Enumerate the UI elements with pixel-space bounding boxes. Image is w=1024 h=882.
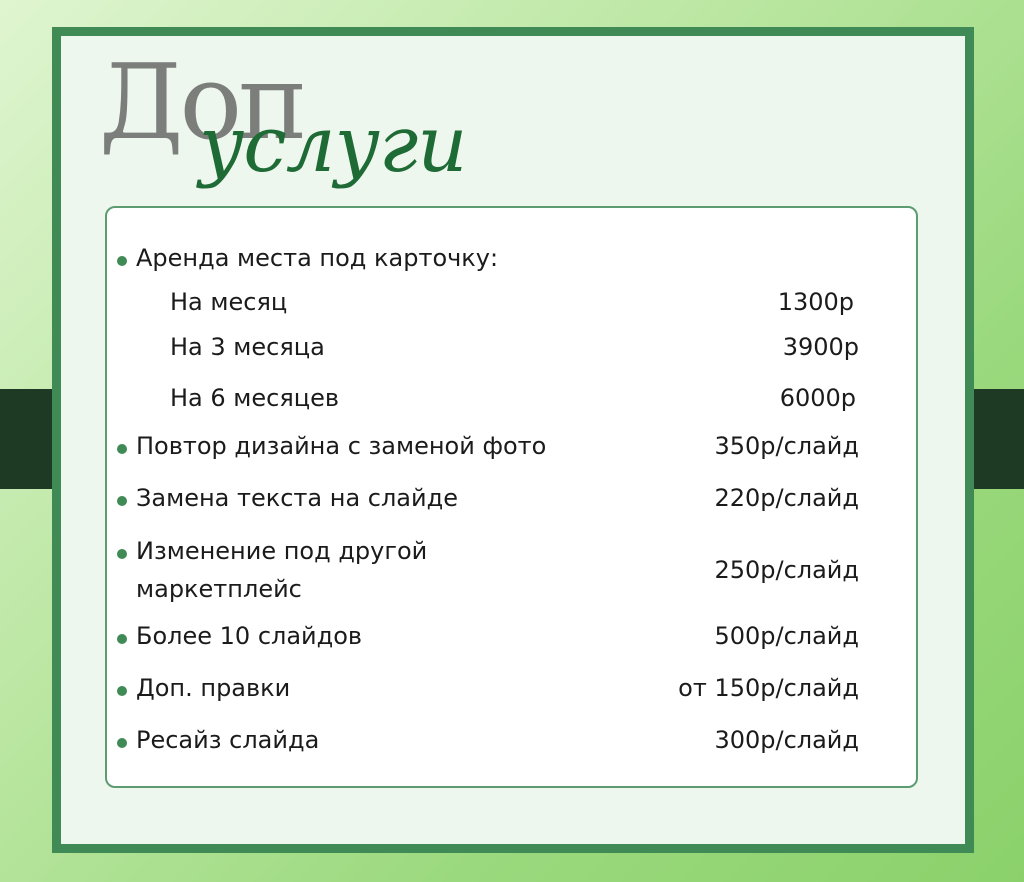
bullet-icon [117,496,127,506]
service-price: от 150р/слайд [678,674,859,702]
service-price: 500р/слайд [714,622,859,650]
bullet-icon [117,256,127,266]
bullet-icon [117,738,127,748]
list-item-service [107,532,916,612]
price-list-card [105,206,918,788]
service-price: 250р/слайд [714,556,859,584]
bullet-icon [117,634,127,644]
rent-option-label: На 3 месяца [170,333,325,361]
rent-option-price: 1300р [777,288,854,316]
bullet-icon [117,686,127,696]
rent-option-price: 6000р [779,384,856,412]
rent-label: Аренда места под карточку: [136,244,499,272]
service-label: Доп. правки [136,674,291,702]
service-price: 220р/слайд [714,484,859,512]
rent-option-label: На 6 месяцев [170,384,340,412]
service-price: 350р/слайд [714,432,859,460]
bullet-icon [117,444,127,454]
service-label-line1: Изменение под другой [136,537,428,565]
bullet-icon [117,549,127,559]
title-main: Доп [99,41,304,163]
rent-option-label: На месяц [170,288,288,316]
service-price: 300р/слайд [714,726,859,754]
title-script: услуги [199,100,467,190]
service-label: Замена текста на слайде [136,484,458,512]
rent-option-price: 3900р [782,333,859,361]
service-label: Более 10 слайдов [136,622,363,650]
service-label: Ресайз слайда [136,726,320,754]
service-label: Повтор дизайна с заменой фото [136,432,547,460]
price-frame [52,27,974,853]
service-label-line2: маркетплейс [136,575,302,603]
